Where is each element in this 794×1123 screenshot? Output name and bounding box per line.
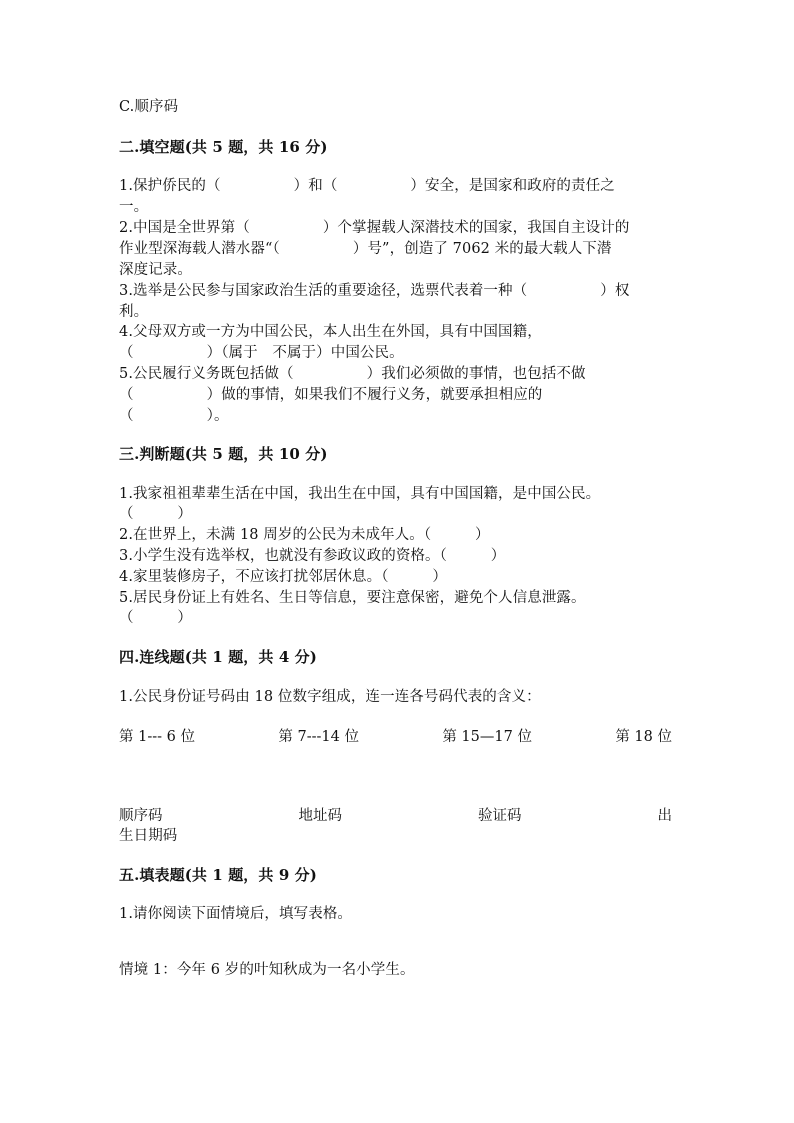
id-positions-row: [119, 727, 672, 747]
s4-q1: 1.公民身份证号码由 18 位数字组成，连一连各号码代表的含义：: [119, 689, 541, 705]
s2-q2-line2: 作业型深海载人潜水器“（ ）号”，创造了 7062 米的最大载人下潜: [119, 241, 612, 257]
option-c: C.顺序码: [119, 99, 179, 115]
s2-q5-line1: 5.公民履行义务既包括做（ ）我们必须做的事情，也包括不做: [119, 366, 586, 382]
s3-q3: 3.小学生没有选举权，也就没有参政议政的资格。（ ）: [119, 548, 506, 564]
position-18: 第 18 位: [615, 729, 672, 745]
s3-q5-line1: 5.居民身份证上有姓名、生日等信息，要注意保密，避免个人信息泄露。: [119, 590, 586, 606]
s2-q5-line3: （ ）。: [119, 408, 229, 424]
section2-title: 二.填空题(共 5 题，共 16 分): [119, 138, 328, 156]
s2-q3-line1: 3.选举是公民参与国家政治生活的重要途径，选票代表着一种（ ）权: [119, 283, 630, 299]
s2-q4-line1: 4.父母双方或一方为中国公民，本人出生在外国，具有中国国籍，: [119, 324, 542, 340]
meaning-sequence-code: 顺序码: [119, 808, 163, 824]
section3-title: 三.判断题(共 5 题，共 10 分): [119, 445, 328, 463]
meaning-birthdate-code-start: 出: [657, 808, 672, 824]
meaning-check-code: 验证码: [478, 808, 522, 824]
s3-q2: 2.在世界上，未满 18 周岁的公民为未成年人。（ ）: [119, 527, 490, 543]
section4-title: 四.连线题(共 1 题，共 4 分): [119, 648, 317, 666]
s2-q2-line1: 2.中国是全世界第（ ）个掌握载人深潜技术的国家，我国自主设计的: [119, 220, 630, 236]
s3-q1-line1: 1.我家祖祖辈辈生活在中国，我出生在中国，具有中国国籍，是中国公民。: [119, 486, 601, 502]
id-meanings-row: [119, 806, 672, 826]
s3-q4: 4.家里装修房子，不应该打扰邻居休息。（ ）: [119, 569, 447, 585]
position-1-6: 第 1--- 6 位: [119, 729, 195, 745]
s2-q1-line2: 一。: [119, 199, 149, 215]
s5-scenario1: 情境 1：今年 6 岁的叶知秋成为一名小学生。: [119, 962, 415, 978]
s2-q2-line3: 深度记录。: [119, 262, 192, 278]
meaning-birthdate-code-wrap: 生日期码: [119, 828, 178, 844]
s3-q5-line2: （ ）: [119, 610, 192, 626]
meaning-address-code: 地址码: [298, 808, 342, 824]
s5-q1: 1.请你阅读下面情境后，填写表格。: [119, 906, 353, 922]
position-7-14: 第 7---14 位: [278, 729, 359, 745]
s2-q5-line2: （ ）做的事情，如果我们不履行义务，就要承担相应的: [119, 387, 543, 403]
s2-q4-line2: （ ）（属于 不属于）中国公民。: [119, 345, 404, 361]
s2-q3-line2: 利。: [119, 304, 149, 320]
s3-q1-line2: （ ）: [119, 506, 192, 522]
section5-title: 五.填表题(共 1 题，共 9 分): [119, 866, 317, 884]
s2-q1-line1: 1.保护侨民的（ ）和（ ）安全，是国家和政府的责任之: [119, 178, 615, 194]
position-15-17: 第 15—17 位: [442, 729, 532, 745]
